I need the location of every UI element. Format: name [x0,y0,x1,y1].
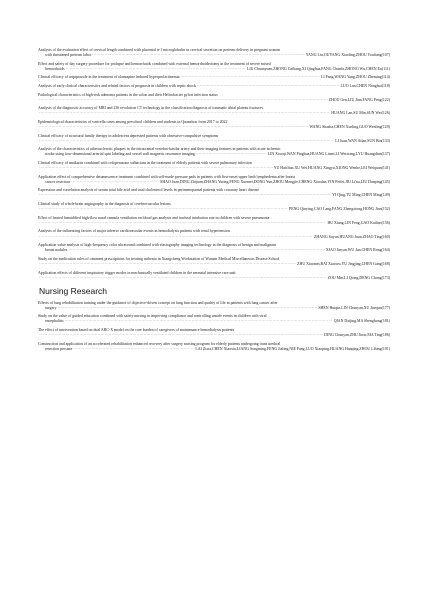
toc-line [38,235,390,240]
dot-leader [39,207,288,212]
dot-leader [65,319,333,324]
toc-line [38,262,390,267]
toc-entry [38,216,390,226]
dot-leader [39,193,331,198]
dot-leader [58,306,318,311]
dot-leader [39,111,330,116]
toc-entry [38,342,390,352]
entry-title: Effect of heated humidified high-flow nasal cannula ventilation on blood gas analysis and tracheal intubation rate in children with severe pneumonia [38,215,270,220]
toc-entry [38,202,390,212]
entry-authors: HU Xiang,LIN Feng,GAO Kailiao(156) [327,220,390,225]
entry-authors: WANG Shasha,CHEN Xueling,GUO Wenling(129) [309,125,390,130]
entry-authors: DING Chunyan,ZHU Jinxr,MA Ting(186) [324,333,390,338]
entry-authors: ZHU Xiaomei,BAI Xiaowu,YU Jingjing,CHEN Gang(168) [297,261,390,266]
toc-entry [38,271,390,281]
entry-title: Analysis of the evaluation effect of cervical length combined with placental α-1 microglobulin in cervical secretion on preterm delivery in pregnant women [38,48,281,52]
entry-authors: ZHOU Gen,LIU Jian,FANG Peng(122) [328,97,390,102]
entry-authors: QIAN Daijing,MA Shenghong(181) [333,319,390,324]
dot-leader [39,235,313,240]
entry-title-continued: with threatened preterm labor [45,53,92,58]
entry-authors: LIN Xiaoqi,WAN Pinghua,HUANG Limei,LI Weixiang,LYU Huangdian(137) [267,152,390,157]
entry-authors: LIU Chuanyuan,ZHONG Cailiang,XI Qinghua,FANG Chunfa,ZHONG Wu,CHEN En(111) [246,66,390,71]
dot-leader [71,180,159,185]
entry-title: Clinical study of whole brain angiography in the diagnosis of cerebrovascular lesions [38,202,171,207]
entry-authors: LI Fang,WANG Yang,ZHOU Zheming(114) [320,75,390,80]
toc-line [38,53,390,58]
entry-title-continued: cancer resection [45,179,71,184]
dot-leader [39,166,273,171]
entry-title-continued: stroke using four-dimensional arterial spin labeling and vessel wall magnetic resonance imaging [45,152,195,157]
toc-line [38,125,390,130]
toc-entry [38,147,390,157]
entry-authors: LAI Zixia,CHEN Xiaoxia,LIANG Songming,FENG Jialing,NIE Fang,LUO Xiaoping,HUANG Hanqing,ZHOU Lihing(191) [195,346,390,351]
entry-title: Application effects of different inspiratory trigger modes in mechanically ventilated children in the neonatal intensive care unit [38,270,236,275]
toc-line [38,75,390,80]
table-of-contents [38,48,390,355]
entry-title-continued: surgery [45,305,57,310]
toc-line [38,333,390,338]
entry-title: Clinical efficacy of structural family therapy in adolescent depressed patients with obsessive-compulsive symptoms [38,133,219,138]
entry-title: Epidemiological characteristics of varicella cases among preschool children and students in Quanzhou from 2017 to 2022 [38,119,228,124]
toc-line [38,193,390,198]
dot-leader [66,67,246,72]
toc-entry [38,48,390,58]
entry-title: Pathological characteristics of high-risk adenoma patients in the colon and their Helicobacter pylori infection status [38,92,218,97]
toc-line [38,319,390,324]
section-heading: Nursing Research [39,285,108,296]
toc-line [38,98,390,103]
entry-title: Clinical efficacy of aripiprazole in the treatment of olanzapine induced hyperprolactinemia [38,75,180,80]
dot-leader [92,53,305,58]
entry-authors: SHAO Juan,DING Zhijuan,ZHANG Yuting,PENG Xuemei,DONG Yun,ZHOU Mengjie,CHENG Xiaodan,YIN Feifei,JIU Li'na,LIU Danping(145) [160,179,390,184]
dot-leader [39,221,326,226]
entry-authors: ZOU Min,LI Qiong,DENG Chong(173) [327,275,390,280]
toc-entry [38,75,390,80]
entry-title-continued: hemorrhoids [45,66,65,71]
toc-line [38,180,390,185]
entry-title: Application effect of comprehensive detumescence treatment combined with self-made pressure pads in patients with first-onset upper limb lymphedema after breast [38,174,295,179]
dot-leader [73,347,194,352]
entry-authors: ZHANG Suyun,HUANG Juan,ZHAO Ting(160) [314,234,390,239]
toc-entry [38,175,390,185]
entry-authors: SHEN Huiqin,LIN Chunyan,XU Jianjun(177) [318,305,390,310]
toc-entry [38,62,390,72]
entry-title: Study on the medication rules of ointment prescriptions for treating asthenia in Xiangcheng Workstation of Women Medical Miscellaneous Disease School [38,256,280,261]
dot-leader [39,276,327,281]
entry-title-continued: resection prostate [45,346,73,351]
toc-line [38,166,390,171]
entry-authors: PENG Qinying,CAO Lang,FANG Zhengxiong,HONG Jian(152) [289,207,390,212]
dot-leader [39,98,328,103]
entry-authors: XIAO Jinyan,WU Jun,CHEN Rong(164) [325,248,390,253]
toc-entry [38,84,390,89]
toc-line [38,207,390,212]
dot-leader [39,139,334,144]
toc-line [38,111,390,116]
toc-entry [38,301,390,311]
dot-leader [196,152,267,157]
toc-line [38,221,390,226]
toc-entry [38,188,390,198]
entry-title: The effect of intervention based on dual ABC-X model on the care burden of caregivers of maintenance hemodialysis patients [38,328,235,333]
entry-title: Application value analysis of high-frequency color ultrasound combined with elastography imaging technology in the diagnosis of benign and malignant [38,243,276,248]
entry-title: Effect and safety of day surgery procedure for prolapse and hemorrhoids combined with external hemorrhoidectomy in the treatment of severe mixed [38,61,271,66]
toc-entry [38,120,390,130]
toc-line [38,152,390,157]
toc-entry [38,161,390,171]
dot-leader [197,84,340,89]
entry-title-continued: breast nodules [45,248,68,253]
entry-title: Analysis of the diagnostic accuracy of MRI and 256 revolution CT technology in the classification diagnosis of traumatic tibial plateau fractures [38,106,263,111]
entry-title: Study on the value of guided education combined with safety nursing in improving compliance and controlling unsafe events in children with viral [38,314,267,319]
entry-authors: YI Qing,TU Ming,CHEN Ming(149) [332,193,390,198]
toc-section-clinical [38,48,390,281]
toc-line [38,139,390,144]
toc-entry [38,229,390,239]
entry-title: Clinical efficacy of amikacin combined with cefoperazone sulbactam in the treatment of elderly patients with severe pulmonary infection [38,161,252,165]
toc-entry [38,106,390,116]
entry-title: Effects of lung rehabilitation training under the guidance of objective-driven concept on lung function and quality of life in patients with lung cancer after [38,300,278,305]
entry-title: Analysis of the influencing factors of major adverse cardiovascular events in hemodialysis patients with renal hypertension [38,229,230,234]
toc-section-nursing [38,301,390,352]
toc-entry [38,243,390,253]
toc-line [38,276,390,281]
entry-title: Analysis of the characteristics of atherosclerotic plaques in the intracranial vertebro-basilar artery and their imaging features in patients with acute ischemic [38,147,281,152]
entry-authors: HUANG Lan,SU Min,SUN Wei(126) [331,111,390,116]
entry-authors: YU Haichun,XU Wei,HUANG Xingyu,XIONG Wenhe,LEI Weiquan(141) [273,166,390,171]
dot-leader [39,125,308,130]
toc-line [38,347,390,352]
entry-authors: YANG Liu,OUYANG Xiaoling,ZHOU Youliang(107) [305,53,390,58]
toc-entry [38,314,390,324]
toc-line [38,248,390,253]
entry-title: Expression and correlation analysis of serum total bile acid and total cholesterol levels in perimenopausal patients with coronary heart disease [38,188,259,193]
toc-line [38,67,390,72]
dot-leader [180,75,320,80]
dot-leader [39,333,323,338]
toc-entry [38,328,390,338]
toc-entry [38,257,390,267]
entry-title: Construction and application of an accelerated rehabilitation enhanced recovery after surgery nursing program for elderly patients undergoing trans urethral [38,341,281,346]
entry-title: Analysis of early clinical characteristics and related factors of prognosis in children with septic shock [38,83,196,88]
dot-leader [68,248,325,253]
toc-entry [38,134,390,144]
dot-leader [39,262,296,267]
toc-line [38,306,390,311]
entry-authors: LUO Lan,CHEN Nonghui(118) [340,83,390,88]
toc-entry [38,93,390,103]
entry-authors: LI Juan,WAN Ailan,SUN Bin(133) [335,138,390,143]
entry-title-continued: encephalitis [45,319,64,324]
toc-line [38,84,390,89]
